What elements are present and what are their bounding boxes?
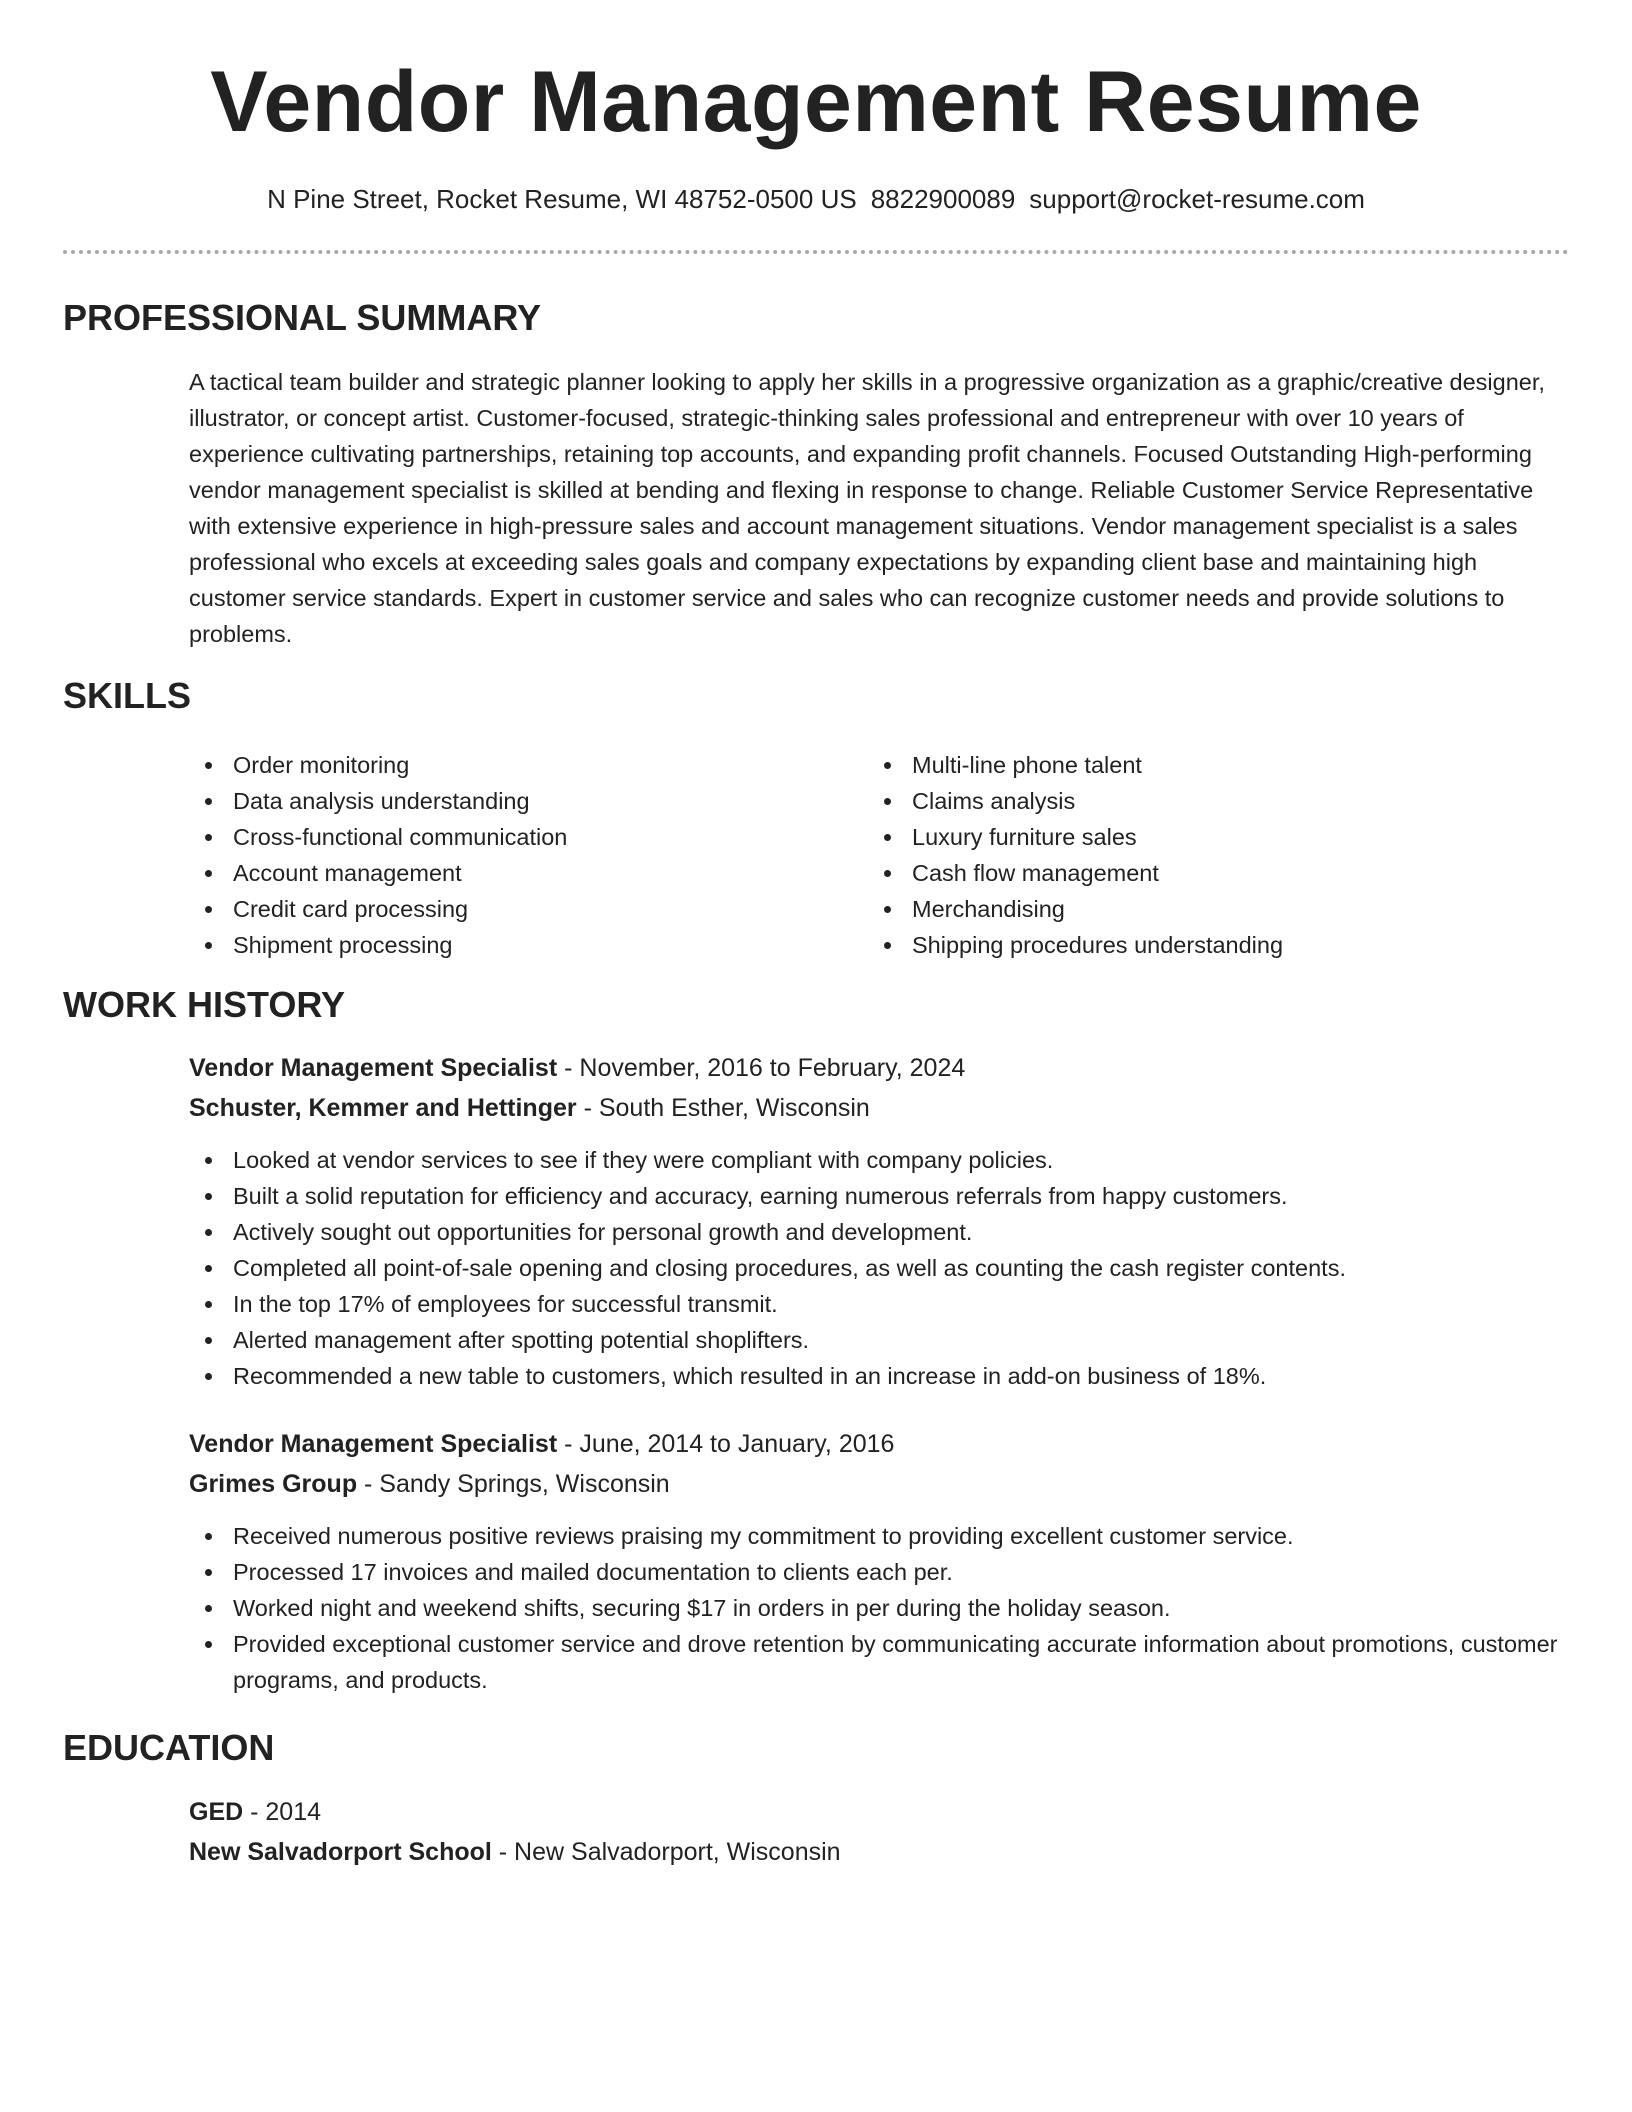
job-bullets (189, 1142, 1569, 1394)
skill-item: Luxury furniture sales (868, 819, 1568, 855)
resume-title: Vendor Management Resume (210, 54, 1422, 150)
skill-item: Merchandising (868, 891, 1568, 927)
job-company: Schuster, Kemmer and Hettinger (189, 1094, 577, 1122)
education-school: New Salvadorport School (189, 1838, 492, 1866)
job-location: - Sandy Springs, Wisconsin (357, 1470, 670, 1498)
job-bullet: Actively sought out opportunities for personal growth and development. (189, 1214, 1569, 1250)
job-company-line (189, 1090, 870, 1126)
job-dates: - June, 2014 to January, 2016 (557, 1430, 895, 1458)
contact-line (0, 182, 1632, 216)
job-title-line (189, 1426, 894, 1462)
skills-list-left (189, 747, 849, 963)
skill-item: Multi-line phone talent (868, 747, 1568, 783)
education-degree-line (189, 1794, 321, 1830)
contact-phone: 8822900089 (870, 184, 1016, 214)
education-degree: GED (189, 1798, 244, 1826)
education-heading: EDUCATION (63, 1727, 275, 1768)
job-bullet: Provided exceptional customer service and drove retention by communicating accurate information about promotions, customer programs, and products. (189, 1626, 1569, 1698)
job-bullet: In the top 17% of employees for successful transmit. (189, 1286, 1569, 1322)
skill-item: Order monitoring (189, 747, 849, 783)
job-bullet: Worked night and weekend shifts, securing $17 in orders in per during the holiday season. (189, 1590, 1569, 1626)
job-role: Vendor Management Specialist (189, 1054, 558, 1082)
education-school-line (189, 1834, 841, 1870)
job-bullet: Processed 17 invoices and mailed documentation to clients each per. (189, 1554, 1569, 1590)
summary-heading: PROFESSIONAL SUMMARY (63, 297, 542, 338)
summary-text: A tactical team builder and strategic planner looking to apply her skills in a progressive organization as a graphic/creative designer, illustrator, or concept artist. Customer-focused, strategic-thinking sales professional and entrepreneur with over 10 years of experience cultivating partnerships, retaining top accounts, and expanding profit channels. Focused Outstanding High-performing vendor management specialist is skilled at bending and flexing in response to change. Reliable Customer Service Representative with extensive experience in high-pressure sales and account management situations. Vendor management specialist is a sales professional who excels at exceeding sales goals and company expectations by expanding client base and maintaining high customer service standards. Expert in customer service and sales who can recognize customer needs and provide solutions to problems. (189, 369, 1545, 647)
skill-item: Shipping procedures understanding (868, 927, 1568, 963)
skill-item: Shipment processing (189, 927, 849, 963)
skill-item: Claims analysis (868, 783, 1568, 819)
skill-item: Cash flow management (868, 855, 1568, 891)
work-heading: WORK HISTORY (63, 984, 346, 1025)
job-company-line (189, 1466, 670, 1502)
job-bullet: Alerted management after spotting potential shoplifters. (189, 1322, 1569, 1358)
skill-item: Cross-functional communication (189, 819, 849, 855)
job-bullet: Built a solid reputation for efficiency and accuracy, earning numerous referrals from happy customers. (189, 1178, 1569, 1214)
education-location: - New Salvadorport, Wisconsin (491, 1838, 841, 1866)
job-bullet: Looked at vendor services to see if they were compliant with company policies. (189, 1142, 1569, 1178)
job-dates: - November, 2016 to February, 2024 (557, 1054, 966, 1082)
skills-heading: SKILLS (63, 675, 192, 716)
skill-item: Account management (189, 855, 849, 891)
job-role: Vendor Management Specialist (189, 1430, 558, 1458)
job-location: - South Esther, Wisconsin (576, 1094, 870, 1122)
job-bullet: Recommended a new table to customers, which resulted in an increase in add-on business of 18%. (189, 1358, 1569, 1394)
education-year: - 2014 (243, 1798, 322, 1826)
job-bullets (189, 1518, 1569, 1698)
skills-list-right (868, 747, 1568, 963)
skill-item: Data analysis understanding (189, 783, 849, 819)
contact-email: support@rocket-resume.com (1029, 184, 1365, 214)
header-divider (63, 250, 1569, 254)
job-bullet: Completed all point-of-sale opening and closing procedures, as well as counting the cash register contents. (189, 1250, 1569, 1286)
job-title-line (189, 1050, 965, 1086)
job-bullet: Received numerous positive reviews praising my commitment to providing excellent customer service. (189, 1518, 1569, 1554)
skill-item: Credit card processing (189, 891, 849, 927)
contact-address: N Pine Street, Rocket Resume, WI 48752-0500 US (267, 184, 857, 214)
job-company: Grimes Group (189, 1470, 358, 1498)
